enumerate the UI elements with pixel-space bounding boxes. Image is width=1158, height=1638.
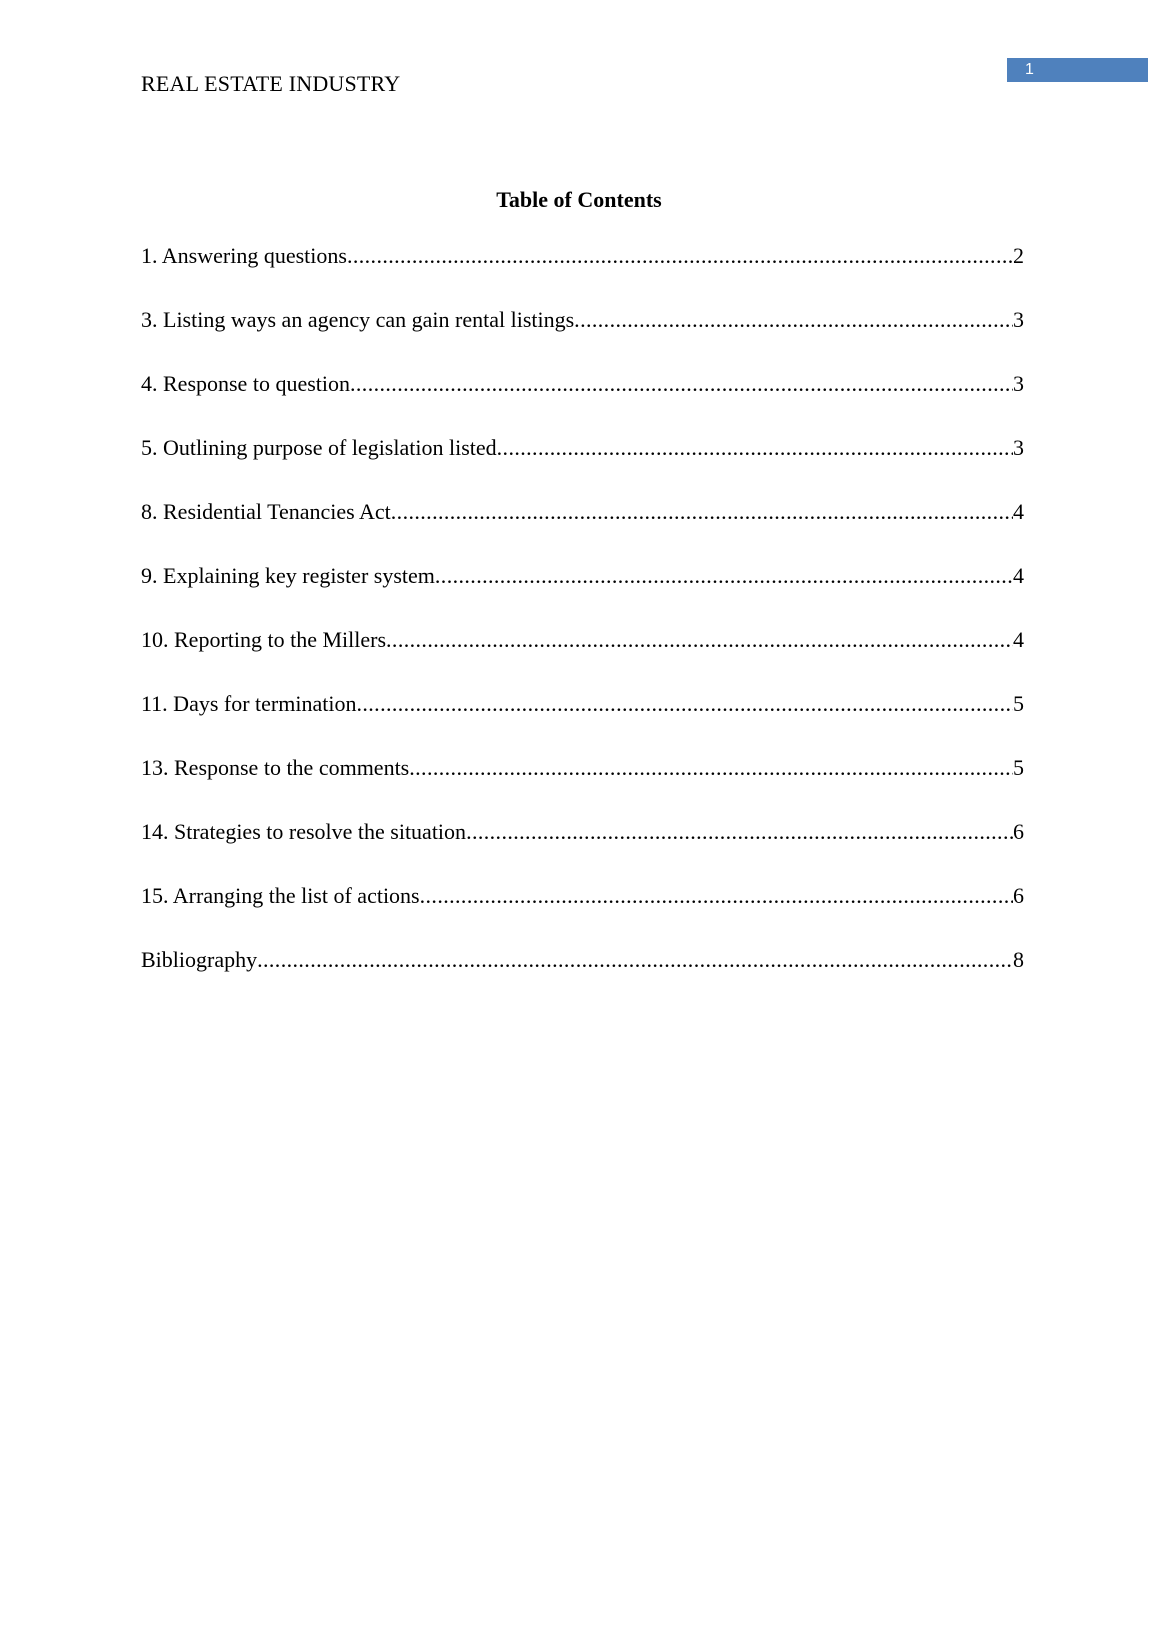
toc-entry-rental-listings[interactable] [141, 304, 1024, 368]
toc-leader-dots [435, 560, 1013, 592]
toc-entry-list-of-actions[interactable] [141, 880, 1024, 944]
toc-entry-residential-tenancies-act[interactable] [141, 496, 1024, 560]
toc-entry-label: 13. Response to the comments [141, 755, 410, 780]
toc-leader-dots [391, 496, 1013, 528]
toc-entry-page: 3 [1013, 371, 1024, 396]
toc-entry-bibliography[interactable] [141, 944, 1024, 1008]
toc-entry-label: Bibliography [141, 947, 258, 972]
toc-leader-dots [257, 944, 1013, 976]
toc-entry-label: 11. Days for termination [141, 691, 357, 716]
toc-entry-label: 14. Strategies to resolve the situation [141, 819, 467, 844]
toc-entry-response-to-question[interactable] [141, 368, 1024, 432]
toc-leader-dots [466, 816, 1013, 848]
toc-entry-page: 6 [1013, 883, 1024, 908]
toc-entry-strategies[interactable] [141, 816, 1024, 880]
toc-entry-page: 8 [1013, 947, 1024, 972]
toc-entry-legislation[interactable] [141, 432, 1024, 496]
toc-entry-page: 2 [1013, 243, 1024, 268]
toc-leader-dots [356, 688, 1013, 720]
toc-entry-page: 5 [1013, 691, 1024, 716]
page-header-title: REAL ESTATE INDUSTRY [141, 71, 401, 96]
toc-entry-page: 3 [1013, 307, 1024, 332]
toc-leader-dots [420, 880, 1013, 912]
toc-entry-reporting-millers[interactable] [141, 624, 1024, 688]
toc-leader-dots [497, 432, 1013, 464]
toc-leader-dots [386, 624, 1013, 656]
toc-entry-label: 10. Reporting to the Millers [141, 627, 387, 652]
toc-entry-page: 4 [1013, 627, 1024, 652]
toc-list [141, 240, 1024, 1008]
toc-entry-label: 4. Response to question [141, 371, 350, 396]
toc-entry-page: 4 [1013, 563, 1024, 588]
toc-leader-dots [347, 240, 1013, 272]
toc-heading: Table of Contents [496, 187, 662, 212]
toc-entry-page: 4 [1013, 499, 1024, 524]
toc-entry-response-to-comments[interactable] [141, 752, 1024, 816]
toc-entry-label: 9. Explaining key register system [141, 563, 435, 588]
toc-entry-label: 3. Listing ways an agency can gain rental listings [141, 307, 575, 332]
toc-entry-label: 8. Residential Tenancies Act [141, 499, 391, 524]
toc-leader-dots [409, 752, 1013, 784]
toc-entry-label: 1. Answering questions [141, 243, 347, 268]
toc-entry-label: 15. Arranging the list of actions [141, 883, 420, 908]
toc-leader-dots [350, 368, 1013, 400]
toc-entry-answering-questions[interactable] [141, 240, 1024, 304]
toc-leader-dots [574, 304, 1013, 336]
toc-entry-key-register-system[interactable] [141, 560, 1024, 624]
page-number-badge: 1 [1007, 58, 1148, 82]
toc-entry-page: 5 [1013, 755, 1024, 780]
toc-entry-page: 3 [1013, 435, 1024, 460]
toc-entry-label: 5. Outlining purpose of legislation listed [141, 435, 497, 460]
toc-entry-days-for-termination[interactable] [141, 688, 1024, 752]
toc-entry-page: 6 [1013, 819, 1024, 844]
